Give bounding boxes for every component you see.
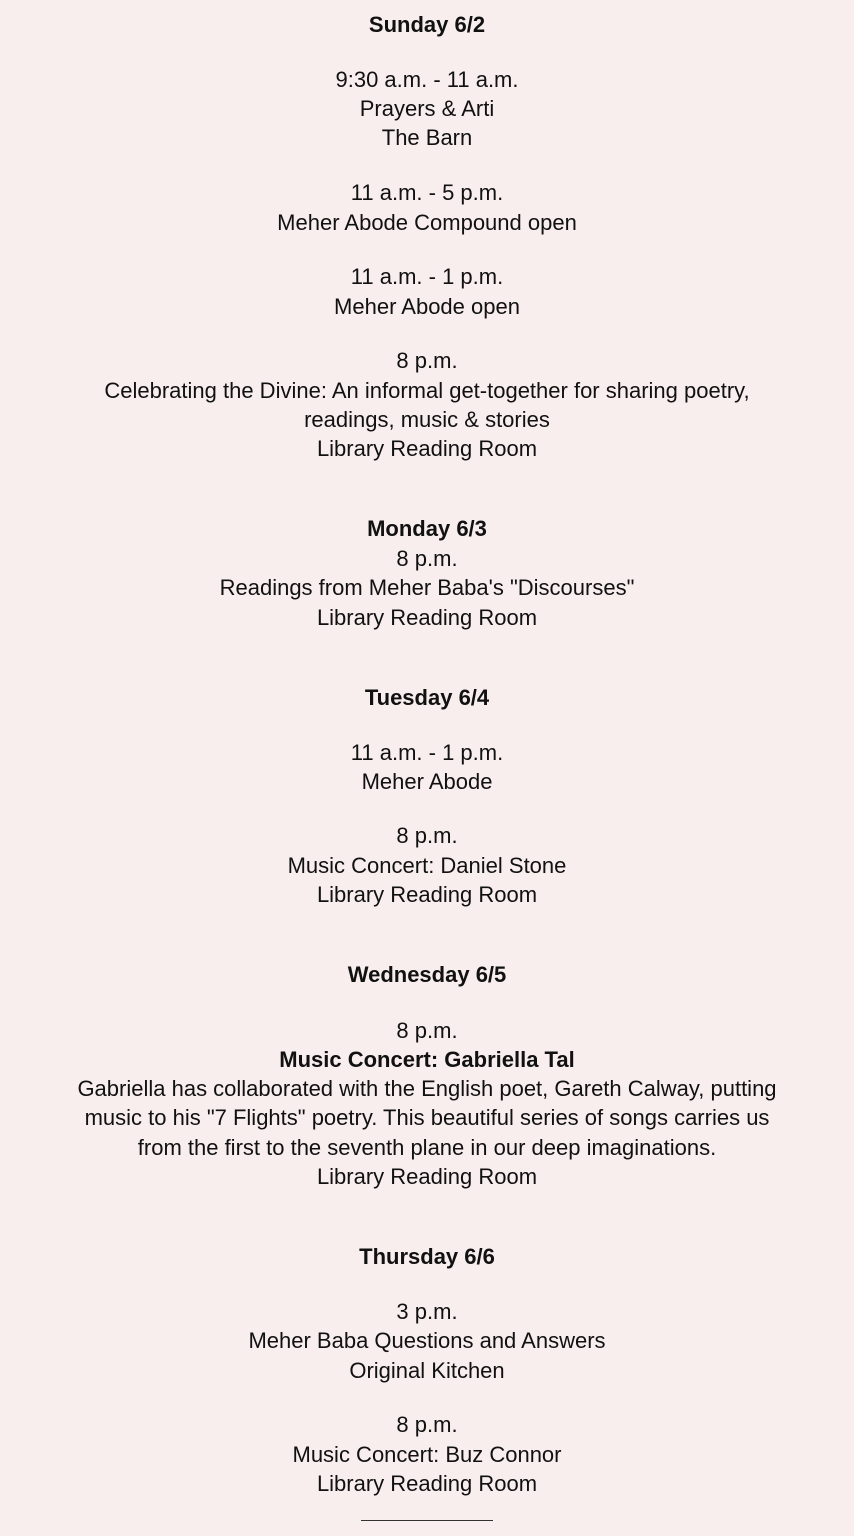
event-description: Gabriella has collaborated with the English poet, Gareth Calway, putting (77, 1076, 777, 1101)
event-time: 8 p.m. (396, 348, 458, 373)
event-title: Music Concert: Daniel Stone (287, 853, 567, 878)
event-location: Library Reading Room (316, 1164, 538, 1189)
day-heading-sunday: Sunday 6/2 (368, 12, 486, 37)
event-time: 11 a.m. - 1 p.m. (350, 740, 504, 765)
event-title: Meher Baba Questions and Answers (248, 1328, 606, 1353)
event-time: 3 p.m. (396, 1299, 458, 1324)
event-time: 11 a.m. - 5 p.m. (350, 180, 504, 205)
event-time: 8 p.m. (396, 1412, 458, 1437)
day-heading-thursday: Thursday 6/6 (359, 1244, 495, 1269)
day-heading-tuesday: Tuesday 6/4 (364, 685, 490, 710)
event-time: 9:30 a.m. - 11 a.m. (335, 67, 519, 92)
day-heading-monday: Monday 6/3 (367, 516, 487, 541)
event-title: Music Concert: Gabriella Tal (279, 1047, 575, 1072)
event-location: Library Reading Room (316, 605, 538, 630)
event-title: Prayers & Arti (359, 96, 495, 121)
event-title: Meher Abode Compound open (277, 210, 577, 235)
event-title: Meher Abode open (334, 294, 520, 319)
event-time: 8 p.m. (396, 1018, 458, 1043)
event-time: 11 a.m. - 1 p.m. (350, 264, 504, 289)
event-title: Music Concert: Buz Connor (292, 1442, 562, 1467)
divider (361, 1520, 493, 1521)
event-location: Original Kitchen (349, 1358, 505, 1383)
event-description: from the first to the seventh plane in our deep imaginations. (137, 1135, 717, 1160)
event-location: Library Reading Room (316, 1471, 538, 1496)
event-location: Library Reading Room (316, 882, 538, 907)
event-title: Readings from Meher Baba's "Discourses" (219, 575, 635, 600)
event-title: Celebrating the Divine: An informal get-together for sharing poetry, (104, 378, 750, 403)
event-location: Library Reading Room (316, 436, 538, 461)
event-description: music to his "7 Flights" poetry. This beautiful series of songs carries us (84, 1105, 770, 1130)
day-heading-wednesday: Wednesday 6/5 (347, 962, 507, 987)
event-title: Meher Abode (361, 769, 493, 794)
event-time: 8 p.m. (396, 823, 458, 848)
event-title: readings, music & stories (304, 407, 550, 432)
event-location: The Barn (381, 125, 473, 150)
event-time: 8 p.m. (396, 546, 458, 571)
